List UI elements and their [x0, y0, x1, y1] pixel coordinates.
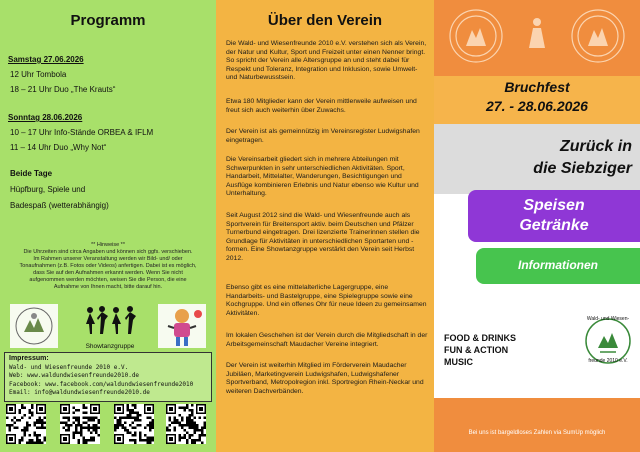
logo-text-top: Wald- und Wiesen-	[586, 316, 630, 322]
club-emblem-icon	[10, 304, 58, 348]
hinweis-line: Aufnahme von Ihnen macht, bitte darauf hin.	[53, 284, 163, 290]
food-text	[468, 196, 640, 236]
day2-item: 11 – 14 Uhr Duo „Why Not“	[10, 143, 107, 152]
both-days-line: Hüpfburg, Spiele und	[10, 185, 86, 194]
event-date: 27. - 28.06.2026	[486, 98, 588, 114]
club-logos-icon	[434, 0, 640, 76]
feature-item: MUSIC	[444, 357, 473, 367]
food-line: Speisen	[523, 197, 585, 214]
day2-label: Sonntag 28.06.2026	[8, 113, 83, 122]
qr-code-icon[interactable]	[114, 404, 154, 444]
event-heading	[434, 76, 640, 128]
verein-paragraph: Der Verein ist als gemeinnützig im Vereinsregister Ludwigshafen eingetragen.	[226, 128, 420, 144]
day1-item: 18 – 21 Uhr Duo „The Krauts“	[10, 85, 116, 94]
motto-line: Zurück in	[559, 138, 632, 155]
day1-item: 12 Uhr Tombola	[10, 70, 67, 79]
hinweis-line: dass Sie auf den Aufnahmen erkannt werden. Wenn Sie nicht	[33, 270, 183, 276]
verein-paragraph: Die Wald- und Wiesenfreunde 2010 e.V. verstehen sich als Verein, der Natur und Kultur, Sport und Freizeit unter einen Nenner bringt. So spricht der Verein alle Altersgruppe an und steht dabei für Respekt und Toleranz, Integration und Inklusion, sowie Umwelt- und Naturbewusstsein.	[226, 40, 427, 82]
qr-code-icon[interactable]	[60, 404, 100, 444]
impressum-facebook[interactable]: Facebook: www.facebook.com/waldundwiesenfreunde2010	[9, 380, 194, 388]
hinweis-line: ** Hinweise **	[91, 242, 125, 248]
group-logos	[10, 304, 206, 350]
impressum-heading: Impressum:	[9, 355, 49, 362]
club-logo	[584, 316, 632, 366]
cover-header-band	[434, 0, 640, 76]
food-band	[468, 190, 640, 242]
verein-panel	[216, 0, 434, 452]
day1-label: Samstag 27.06.2026	[8, 55, 84, 64]
qr-code-icon[interactable]	[166, 404, 206, 444]
both-days-line: Badespaß (wetterabhängig)	[10, 201, 109, 210]
qr-code-icon[interactable]	[6, 404, 46, 444]
cover-panel	[434, 0, 640, 452]
verein-paragraph: Seit August 2012 sind die Wald- und Wiesenfreunde auch als Sportverein für Breitensport aktiv. beim Deutschen und Pfälzer Turnerbund eingetragen. Drei lizenzierte Trainerinnen stellen die Grundlage für Aktivitäten in unterschiedlichen Sportarten und -formen. Eine Showtanzgruppe verstärkt den Verein seit Herbst 2012.	[226, 212, 420, 262]
feature-item: FUN & ACTION	[444, 345, 509, 355]
cover-footer-band	[434, 398, 640, 452]
info-text: Informationen	[518, 258, 598, 272]
dancers-icon	[80, 304, 140, 338]
impressum-web[interactable]: Web: www.waldundwiesenfreunde2010.de	[9, 372, 140, 380]
qr-codes	[6, 404, 212, 446]
hinweis-block	[8, 242, 208, 291]
hinweis-line: Im Rahmen unserer Veranstaltung werden wir Bild- und/ oder	[33, 256, 183, 262]
both-days	[10, 166, 109, 214]
motto-line: die Siebziger	[533, 160, 632, 177]
verein-paragraph: Etwa 180 Mitglieder kann der Verein mittlerweile aufweisen und freut sich auch weiterhin über Zuwachs.	[226, 98, 417, 114]
showtanz-label: Showtanzgruppe	[85, 343, 135, 350]
impressum-line: Wald- und Wiesenfreunde 2010 e.V.	[9, 363, 129, 371]
motto-band	[434, 124, 640, 194]
verein-paragraph: Im lokalen Geschehen ist der Verein durch die Mitgliedschaft in der Arbeitsgemeinschaft Maudacher Vereine integriert.	[226, 332, 428, 348]
showtanz-logo	[80, 304, 140, 348]
info-band	[476, 248, 640, 284]
logo-text-bottom: freunde 2010 e.V.	[588, 358, 628, 364]
verein-paragraph: Ebenso gibt es eine mittelalterliche Lagergruppe, eine Handarbeits- und Bastelgruppe, eine Spielegruppe sowie eine Kochgruppe. Und ein offenes Ohr für neue Ideen zu gemeinsamen Aktivitäten.	[226, 284, 427, 317]
payment-note: Bei uns ist bargeldloses Zahlen via SumUp möglich	[468, 430, 606, 436]
verein-title: Über den Verein	[267, 12, 383, 29]
feature-item: FOOD & DRINKS	[444, 333, 516, 343]
food-line: Getränke	[519, 217, 589, 234]
features-list	[444, 332, 516, 368]
programm-title: Programm	[70, 12, 146, 29]
hinweis-line: Tonaufnahmen (z.B. Fotos oder Videos) anfertigen. Dabei ist es möglich,	[19, 263, 197, 269]
both-days-label: Beide Tage	[10, 169, 53, 178]
impressum-email[interactable]: Email: info@waldundwiesenfreunde2010.de	[9, 389, 150, 397]
verein-paragraph: Die Vereinsarbeit gliedert sich in mehrere Abteilungen mit Schwerpunkten in sehr unterschiedlichen Aktivitäten. Sport, Handarbeit, Mittelalter, Wanderungen, Besichtigungen und Ausflüge kombinieren Erlebnis und Natur ebenso wie Kultur und Unterhaltung.	[226, 156, 419, 198]
mascot-logo	[158, 304, 206, 348]
motto-text	[452, 136, 632, 180]
impressum-box	[4, 352, 212, 402]
club-logo-small	[10, 304, 58, 348]
day2-item: 10 – 17 Uhr Info-Stände ORBEA & IFLM	[10, 128, 154, 137]
event-title: Bruchfest	[504, 79, 570, 95]
mascot-icon	[158, 304, 206, 348]
programm-panel	[0, 0, 216, 452]
verein-paragraph: Der Verein ist weiterhin Mitglied im Förderverein Maudacher Jubiläen, Marketingverein Ludwigshafen, Ludwigshafener Sportverband, Metropolregion inkl. Sportregion Rhein-Neckar und weiteren Dachverbänden.	[226, 362, 424, 395]
hinweis-line: aufgenommen werden möchten, weisen Sie die Person, die eine	[29, 277, 187, 283]
hinweis-line: Die Uhrzeiten sind circa Angaben und können sich ggfs. verschieben.	[23, 249, 193, 255]
